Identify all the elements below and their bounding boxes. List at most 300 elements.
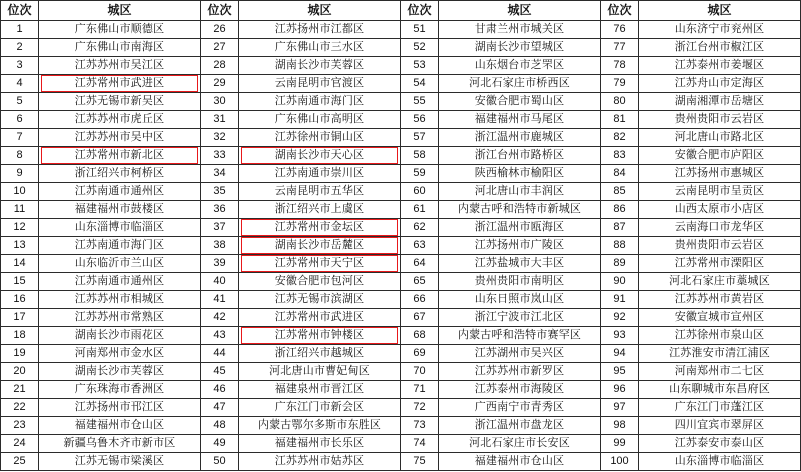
rank-cell: 59 (401, 165, 439, 183)
city-cell (239, 381, 401, 399)
city-cell (239, 75, 401, 93)
table-header (1, 1, 801, 21)
city-label: 广东珠海市香洲区 (74, 383, 165, 395)
city-cell (639, 363, 801, 381)
rank-cell: 91 (601, 291, 639, 309)
city-label: 河北石家庄市长安区 (469, 437, 570, 449)
rank-cell: 34 (201, 165, 239, 183)
city-label: 河北唐山市路北区 (674, 131, 765, 143)
table-row (1, 39, 801, 57)
table-row (1, 111, 801, 129)
city-cell (39, 21, 201, 39)
city-cell (39, 165, 201, 183)
city-cell (639, 381, 801, 399)
city-cell (39, 273, 201, 291)
table-row (1, 57, 801, 75)
city-cell (39, 255, 201, 273)
city-cell (639, 237, 801, 255)
city-label: 福建福州市仓山区 (74, 419, 165, 431)
city-label: 河北石家庄市桥西区 (469, 77, 570, 89)
rank-cell: 40 (201, 273, 239, 291)
rank-cell: 92 (601, 309, 639, 327)
rank-cell: 42 (201, 309, 239, 327)
city-label: 云南昆明市官渡区 (274, 77, 365, 89)
rank-cell: 21 (1, 381, 39, 399)
rank-cell: 33 (201, 147, 239, 165)
rank-cell: 4 (1, 75, 39, 93)
table-row (1, 75, 801, 93)
city-label: 贵州贵阳市南明区 (474, 275, 565, 287)
city-label: 云南昆明市呈贡区 (674, 185, 765, 197)
rank-cell: 19 (1, 345, 39, 363)
column-header-city-1: 城区 (39, 1, 201, 21)
rank-cell: 29 (201, 75, 239, 93)
column-header-rank-1: 位次 (1, 1, 39, 21)
rank-cell: 66 (401, 291, 439, 309)
city-cell (39, 219, 201, 237)
city-cell (639, 183, 801, 201)
rank-cell: 35 (201, 183, 239, 201)
table-row (1, 21, 801, 39)
city-cell (439, 183, 601, 201)
column-header-city-2: 城区 (239, 1, 401, 21)
rank-cell: 63 (401, 237, 439, 255)
city-label: 湖南长沙市雨花区 (74, 329, 165, 341)
city-cell (639, 435, 801, 453)
rank-cell: 62 (401, 219, 439, 237)
rank-cell: 25 (1, 453, 39, 471)
rank-cell: 23 (1, 417, 39, 435)
city-cell (239, 39, 401, 57)
city-cell (239, 309, 401, 327)
table-header-row (1, 1, 801, 21)
city-cell-highlighted (239, 147, 401, 165)
city-label: 江苏常州市武进区 (74, 77, 165, 89)
column-header-rank-3: 位次 (401, 1, 439, 21)
rank-cell: 24 (1, 435, 39, 453)
city-label: 浙江绍兴市越城区 (274, 347, 365, 359)
rank-cell: 86 (601, 201, 639, 219)
table-row (1, 435, 801, 453)
city-cell (39, 291, 201, 309)
column-header-city-4: 城区 (639, 1, 801, 21)
city-label: 江苏常州市武进区 (274, 311, 365, 323)
column-header-rank-4: 位次 (601, 1, 639, 21)
rank-cell: 68 (401, 327, 439, 345)
city-cell (639, 165, 801, 183)
city-cell (439, 219, 601, 237)
city-label: 云南海口市龙华区 (674, 221, 765, 233)
rank-cell: 7 (1, 129, 39, 147)
city-label: 广东江门市蓬江区 (674, 401, 765, 413)
city-label: 江苏无锡市滨湖区 (274, 293, 365, 305)
city-cell (439, 363, 601, 381)
table-row (1, 237, 801, 255)
rank-cell: 45 (201, 363, 239, 381)
city-cell (639, 201, 801, 219)
rank-cell: 84 (601, 165, 639, 183)
city-cell (439, 111, 601, 129)
rank-cell: 67 (401, 309, 439, 327)
city-label: 江苏扬州市广陵区 (474, 239, 565, 251)
rank-cell: 64 (401, 255, 439, 273)
rank-cell: 71 (401, 381, 439, 399)
city-label: 内蒙古鄂尔多斯市东胜区 (257, 419, 382, 431)
rank-cell: 6 (1, 111, 39, 129)
city-label: 江苏南通市崇川区 (274, 167, 365, 179)
rank-cell: 32 (201, 129, 239, 147)
city-cell (39, 327, 201, 345)
city-label: 江苏苏州市吴江区 (74, 59, 165, 71)
city-label: 江苏湖州市吴兴区 (474, 347, 565, 359)
city-label: 安徽合肥市庐阳区 (674, 149, 765, 161)
rank-cell: 14 (1, 255, 39, 273)
city-label: 江苏苏州市姑苏区 (274, 455, 365, 467)
rank-cell: 70 (401, 363, 439, 381)
city-cell-highlighted (239, 255, 401, 273)
city-label: 山西太原市小店区 (674, 203, 765, 215)
rank-cell: 85 (601, 183, 639, 201)
rank-cell: 95 (601, 363, 639, 381)
city-cell (239, 111, 401, 129)
city-cell (639, 129, 801, 147)
city-label: 山东淄博市临淄区 (74, 221, 165, 233)
table-row (1, 183, 801, 201)
city-label: 甘肃兰州市城关区 (474, 23, 565, 35)
city-label: 江苏无锡市梁溪区 (74, 455, 165, 467)
city-label: 河北唐山市曹妃甸区 (269, 365, 370, 377)
table-row (1, 345, 801, 363)
city-label: 四川宜宾市翠屏区 (674, 419, 765, 431)
city-label: 湖南长沙市芙蓉区 (74, 365, 165, 377)
city-label: 湖南长沙市芙蓉区 (274, 59, 365, 71)
city-cell (439, 255, 601, 273)
city-label: 湖南长沙市天心区 (274, 149, 365, 161)
rank-cell: 1 (1, 21, 39, 39)
rank-cell: 74 (401, 435, 439, 453)
city-label: 江苏舟山市定海区 (674, 77, 765, 89)
city-label: 江苏南通市通州区 (74, 185, 165, 197)
city-label: 山东临沂市兰山区 (74, 257, 165, 269)
city-label: 安徽合肥市蜀山区 (474, 95, 565, 107)
city-label: 浙江绍兴市柯桥区 (74, 167, 165, 179)
city-label: 河南郑州市二七区 (674, 365, 765, 377)
city-cell (639, 111, 801, 129)
rank-cell: 96 (601, 381, 639, 399)
city-label: 江苏南通市通州区 (74, 275, 165, 287)
table-row (1, 363, 801, 381)
city-label: 江苏常州市溧阳区 (674, 257, 765, 269)
city-label: 湖南长沙市望城区 (474, 41, 565, 53)
rank-cell: 89 (601, 255, 639, 273)
rank-cell: 46 (201, 381, 239, 399)
city-cell (439, 237, 601, 255)
city-label: 河北石家庄市藁城区 (669, 275, 770, 287)
rank-cell: 97 (601, 399, 639, 417)
city-cell (639, 417, 801, 435)
table-row (1, 309, 801, 327)
city-label: 江苏徐州市泉山区 (674, 329, 765, 341)
city-cell (39, 237, 201, 255)
city-cell (639, 219, 801, 237)
city-label: 山东日照市岚山区 (474, 293, 565, 305)
city-label: 湖南长沙市岳麓区 (274, 239, 365, 251)
city-label: 山东淄博市临淄区 (674, 455, 765, 467)
city-label: 江苏扬州市邗江区 (74, 401, 165, 413)
city-cell (639, 39, 801, 57)
rank-cell: 90 (601, 273, 639, 291)
city-label: 广东佛山市顺德区 (74, 23, 165, 35)
rank-cell: 65 (401, 273, 439, 291)
rank-cell: 41 (201, 291, 239, 309)
city-cell (239, 417, 401, 435)
city-cell (39, 345, 201, 363)
city-cell (439, 453, 601, 471)
column-header-rank-2: 位次 (201, 1, 239, 21)
city-cell (439, 201, 601, 219)
city-label: 江苏南通市海门区 (274, 95, 365, 107)
rank-cell: 13 (1, 237, 39, 255)
table-row (1, 273, 801, 291)
rank-cell: 26 (201, 21, 239, 39)
rank-cell: 28 (201, 57, 239, 75)
city-label: 内蒙古呼和浩特市赛罕区 (457, 329, 582, 341)
city-label: 江苏徐州市铜山区 (274, 131, 365, 143)
rank-cell: 20 (1, 363, 39, 381)
rank-cell: 36 (201, 201, 239, 219)
city-label: 福建福州市长乐区 (274, 437, 365, 449)
rank-cell: 3 (1, 57, 39, 75)
city-label: 浙江宁波市江北区 (474, 311, 565, 323)
rank-cell: 37 (201, 219, 239, 237)
rank-cell: 87 (601, 219, 639, 237)
rank-cell: 18 (1, 327, 39, 345)
city-cell (639, 327, 801, 345)
city-cell (239, 399, 401, 417)
rank-cell: 57 (401, 129, 439, 147)
rank-cell: 44 (201, 345, 239, 363)
city-cell (239, 345, 401, 363)
rank-cell: 80 (601, 93, 639, 111)
rank-cell: 50 (201, 453, 239, 471)
table-row (1, 201, 801, 219)
rank-cell: 39 (201, 255, 239, 273)
city-label: 陕西榆林市榆阳区 (474, 167, 565, 179)
city-cell (39, 39, 201, 57)
city-label: 江苏无锡市新吴区 (74, 95, 165, 107)
rank-cell: 88 (601, 237, 639, 255)
rank-cell: 53 (401, 57, 439, 75)
city-cell (639, 255, 801, 273)
city-label: 福建福州市鼓楼区 (74, 203, 165, 215)
city-cell (639, 273, 801, 291)
city-cell (439, 291, 601, 309)
table-body (1, 21, 801, 471)
city-cell (39, 183, 201, 201)
rank-cell: 27 (201, 39, 239, 57)
city-label: 安徽合肥市包河区 (274, 275, 365, 287)
city-cell (439, 129, 601, 147)
city-cell (439, 327, 601, 345)
city-cell (439, 435, 601, 453)
city-cell-highlighted (239, 327, 401, 345)
rank-cell: 78 (601, 57, 639, 75)
city-cell (239, 93, 401, 111)
city-cell (239, 273, 401, 291)
city-cell-highlighted (39, 75, 201, 93)
city-cell (439, 165, 601, 183)
rank-cell: 99 (601, 435, 639, 453)
table-row (1, 255, 801, 273)
rank-cell: 93 (601, 327, 639, 345)
city-cell (439, 93, 601, 111)
city-label: 浙江温州市瓯海区 (474, 221, 565, 233)
city-label: 福建福州市马尾区 (474, 113, 565, 125)
rank-cell: 5 (1, 93, 39, 111)
city-label: 江苏泰州市姜堰区 (674, 59, 765, 71)
city-label: 浙江温州市鹿城区 (474, 131, 565, 143)
city-cell (639, 147, 801, 165)
city-cell (639, 21, 801, 39)
rank-cell: 77 (601, 39, 639, 57)
city-cell (439, 273, 601, 291)
rank-cell: 60 (401, 183, 439, 201)
city-label: 浙江台州市椒江区 (674, 41, 765, 53)
city-cell (639, 345, 801, 363)
city-cell (239, 291, 401, 309)
city-cell (439, 417, 601, 435)
rank-cell: 72 (401, 399, 439, 417)
rank-cell: 47 (201, 399, 239, 417)
city-cell (439, 309, 601, 327)
city-cell (239, 21, 401, 39)
city-label: 江苏苏州市常熟区 (74, 311, 165, 323)
city-cell (39, 93, 201, 111)
rank-cell: 43 (201, 327, 239, 345)
rank-cell: 15 (1, 273, 39, 291)
rank-cell: 2 (1, 39, 39, 57)
city-label: 新疆乌鲁木齐市新市区 (63, 437, 176, 449)
city-label: 内蒙古呼和浩特市新城区 (457, 203, 582, 215)
city-cell (39, 111, 201, 129)
table-row (1, 381, 801, 399)
rank-cell: 94 (601, 345, 639, 363)
city-label: 福建泉州市晋江区 (274, 383, 365, 395)
city-cell (239, 453, 401, 471)
rank-cell: 8 (1, 147, 39, 165)
rank-cell: 81 (601, 111, 639, 129)
city-cell (39, 381, 201, 399)
city-cell (239, 183, 401, 201)
city-label: 广东佛山市高明区 (274, 113, 365, 125)
city-cell (39, 435, 201, 453)
table-row (1, 219, 801, 237)
rank-cell: 11 (1, 201, 39, 219)
city-label: 江苏泰州市海陵区 (474, 383, 565, 395)
rank-cell: 48 (201, 417, 239, 435)
city-cell (639, 291, 801, 309)
rank-cell: 73 (401, 417, 439, 435)
city-cell (39, 417, 201, 435)
city-cell (239, 201, 401, 219)
city-cell (439, 57, 601, 75)
rank-cell: 58 (401, 147, 439, 165)
table-row (1, 291, 801, 309)
city-label: 江苏常州市新北区 (74, 149, 165, 161)
city-cell (639, 57, 801, 75)
city-label: 贵州贵阳市云岩区 (674, 239, 765, 251)
city-label: 山东烟台市芝罘区 (474, 59, 565, 71)
table-row (1, 327, 801, 345)
city-label: 江苏扬州市惠城区 (674, 167, 765, 179)
rank-cell: 98 (601, 417, 639, 435)
rank-cell: 16 (1, 291, 39, 309)
city-cell-highlighted (239, 237, 401, 255)
city-cell (439, 75, 601, 93)
city-label: 江苏南通市海门区 (74, 239, 165, 251)
city-cell (439, 399, 601, 417)
city-label: 河北唐山市丰润区 (474, 185, 565, 197)
city-label: 广东江门市新会区 (274, 401, 365, 413)
city-label: 山东聊城市东昌府区 (669, 383, 770, 395)
city-cell (39, 453, 201, 471)
rank-cell: 79 (601, 75, 639, 93)
rank-cell: 30 (201, 93, 239, 111)
city-cell (439, 39, 601, 57)
city-cell (439, 381, 601, 399)
city-label: 江苏常州市天宁区 (274, 257, 365, 269)
city-cell (639, 399, 801, 417)
city-label: 江苏苏州市黄岩区 (674, 293, 765, 305)
rank-cell: 22 (1, 399, 39, 417)
city-label: 江苏苏州市新罗区 (474, 365, 565, 377)
city-label: 贵州贵阳市云岩区 (674, 113, 765, 125)
rank-cell: 82 (601, 129, 639, 147)
rank-cell: 76 (601, 21, 639, 39)
city-cell (239, 165, 401, 183)
city-cell (39, 57, 201, 75)
rank-cell: 9 (1, 165, 39, 183)
table-row (1, 93, 801, 111)
city-label: 江苏常州市金坛区 (274, 221, 365, 233)
rank-cell: 75 (401, 453, 439, 471)
city-cell (639, 75, 801, 93)
city-cell-highlighted (239, 219, 401, 237)
city-label: 广东佛山市三水区 (274, 41, 365, 53)
rank-cell: 56 (401, 111, 439, 129)
city-label: 江苏淮安市清江浦区 (669, 347, 770, 359)
city-label: 河南郑州市金水区 (74, 347, 165, 359)
city-label: 浙江台州市路桥区 (474, 149, 565, 161)
table-row (1, 453, 801, 471)
rank-cell: 31 (201, 111, 239, 129)
city-label: 广西南宁市青秀区 (474, 401, 565, 413)
city-cell (439, 21, 601, 39)
city-cell (639, 309, 801, 327)
city-cell (439, 147, 601, 165)
rank-cell: 100 (601, 453, 639, 471)
city-label: 江苏盐城市大丰区 (474, 257, 565, 269)
city-cell-highlighted (39, 147, 201, 165)
city-cell (39, 399, 201, 417)
city-label: 湖南湘潭市岳塘区 (674, 95, 765, 107)
city-label: 安徽宣城市宣州区 (674, 311, 765, 323)
city-label: 山东济宁市兖州区 (674, 23, 765, 35)
table-row (1, 399, 801, 417)
city-label: 江苏常州市钟楼区 (274, 329, 365, 341)
city-cell (639, 453, 801, 471)
city-cell (239, 129, 401, 147)
